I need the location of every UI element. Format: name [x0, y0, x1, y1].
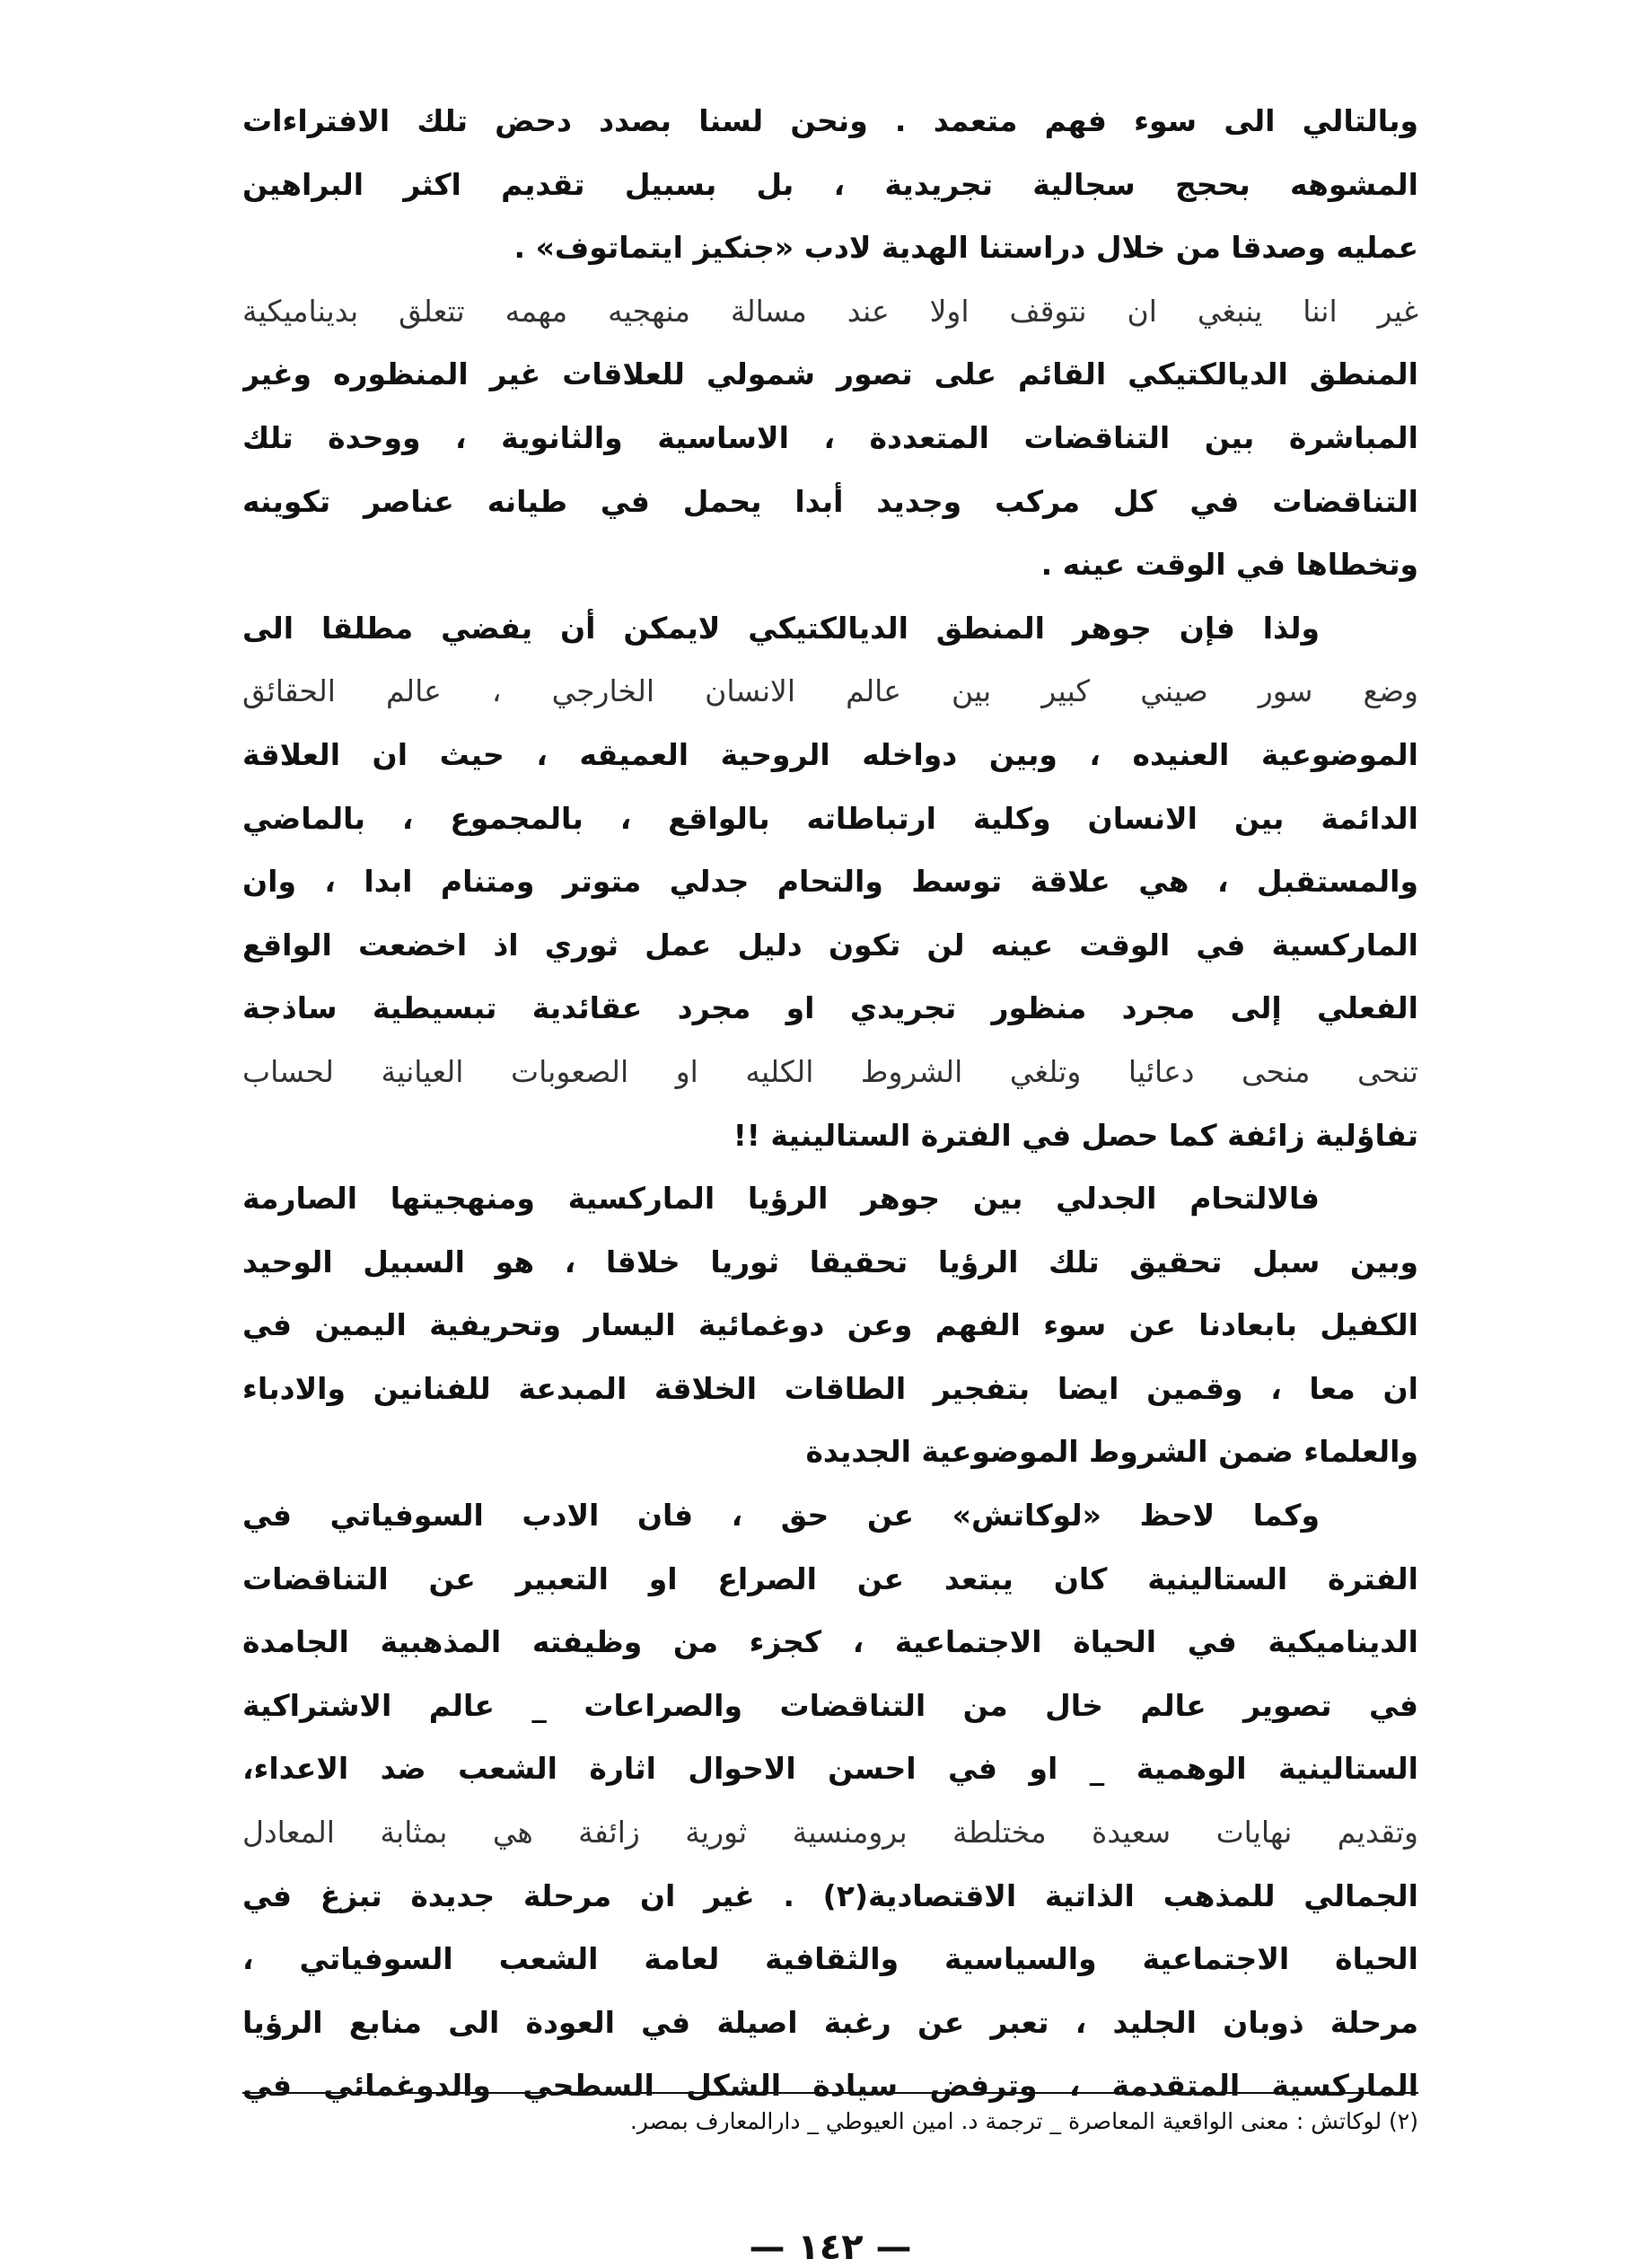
document-page [242, 90, 1418, 2268]
text-line: الجمالي للمذهب الذاتية الاقتصادية(٢) . غير ان مرحلة جديدة تبزغ في [242, 1877, 1418, 1913]
text-line: الكفيل بابعادنا عن سوء الفهم وعن دوغمائية اليسار وتحريفية اليمين في [242, 1307, 1418, 1343]
text-line: ولذا فإن جوهر المنطق الديالكتيكي لايمكن أن يفضي مطلقا الى [242, 610, 1320, 646]
text-line: التناقضات في كل مركب وجديد أبدا يحمل في طيانه عناصر تكوينه [242, 483, 1418, 519]
footnote-divider [242, 2092, 1418, 2094]
text-line: ان معا ، وقمين ايضا بتفجير الطاقات الخلاقة المبدعة للفنانين والادباء [242, 1370, 1418, 1406]
text-line: والمستقبل ، هي علاقة توسط والتحام جدلي متوتر ومتنام ابدا ، وان [242, 864, 1418, 900]
text-line: الماركسية في الوقت عينه لن تكون دليل عمل ثوري اذ اخضعت الواقع [242, 927, 1418, 963]
text-line: وكما لاحظ «لوكاتش» عن حق ، فان الادب السوفياتي في [242, 1498, 1320, 1534]
text-line: الستالينية الوهمية _ او في احسن الاحوال اثارة الشعب ضد الاعداء، [242, 1751, 1418, 1787]
text-line: الفعلي إلى مجرد منظور تجريدي او مجرد عقائدية تبسيطية ساذجة [242, 990, 1418, 1026]
text-line: تنحى منحى دعائيا وتلغي الشروط الكليه او الصعوبات العيانية لحساب [242, 1053, 1418, 1089]
text-line: وتخطاها في الوقت عينه . [1040, 547, 1418, 583]
text-line: وضع سور صيني كبير بين عالم الانسان الخارجي ، عالم الحقائق [242, 673, 1418, 709]
page-number: — ١٤٢ — [749, 2227, 912, 2268]
text-line: وبين سبل تحقيق تلك الرؤيا تحقيقا ثوريا خلاقا ، هو السبيل الوحيد [242, 1244, 1418, 1279]
text-line: مرحلة ذوبان الجليد ، تعبر عن رغبة اصيلة في العودة الى منابع الرؤيا [242, 2004, 1418, 2040]
text-line: الموضوعية العنيده ، وبين دواخله الروحية العميقه ، حيث ان العلاقة [242, 736, 1418, 772]
text-line: غير اننا ينبغي ان نتوقف اولا عند مسالة منهجيه مهمه تتعلق بديناميكية [242, 293, 1418, 329]
text-line: عمليه وصدقا من خلال دراستنا الهدية لادب «جنكيز ايتماتوف» . [513, 230, 1418, 266]
text-line: وتقديم نهايات سعيدة مختلطة برومنسية ثورية زائفة هي بمثابة المعادل [242, 1815, 1418, 1850]
text-line: الدائمة بين الانسان وكلية ارتباطاته بالواقع ، بالمجموع ، بالماضي [242, 800, 1418, 836]
text-line: الماركسية المتقدمة ، وترفض سيادة الشكل السطحي والدوغمائي في [242, 2068, 1418, 2104]
text-line: في تصوير عالم خال من التناقضات والصراعات _ عالم الاشتراكية [242, 1687, 1418, 1723]
text-line: فالالتحام الجدلي بين جوهر الرؤيا الماركسية ومنهجيتها الصارمة [242, 1181, 1320, 1217]
text-line: الديناميكية في الحياة الاجتماعية ، كجزء من وظيفته المذهبية الجامدة [242, 1624, 1418, 1660]
text-line: الحياة الاجتماعية والسياسية والثقافية لعامة الشعب السوفياتي ، [242, 1941, 1418, 1977]
text-line: تفاؤلية زائفة كما حصل في الفترة الستالينية !! [733, 1117, 1418, 1153]
text-line: المباشرة بين التناقضات المتعددة ، الاساسية والثانوية ، ووحدة تلك [242, 419, 1418, 455]
body-text [242, 90, 1418, 2118]
text-line: المشوهه بحجج سجالية تجريدية ، بل بسبيل تقديم اكثر البراهين [242, 166, 1418, 202]
text-line: وبالتالي الى سوء فهم متعمد . ونحن لسنا بصدد دحض تلك الافتراءات [242, 103, 1418, 138]
text-line: والعلماء ضمن الشروط الموضوعية الجديدة [805, 1434, 1418, 1470]
text-line: الفترة الستالينية كان يبتعد عن الصراع او التعبير عن التناقضات [242, 1560, 1418, 1596]
text-line: المنطق الديالكتيكي القائم على تصور شمولي للعلاقات غير المنظوره وغير [242, 356, 1418, 392]
footnote: (٢) لوكاتش : معنى الواقعية المعاصرة _ ترجمة د. امين العيوطي _ دارالمعارف بمصر. [629, 2108, 1418, 2134]
